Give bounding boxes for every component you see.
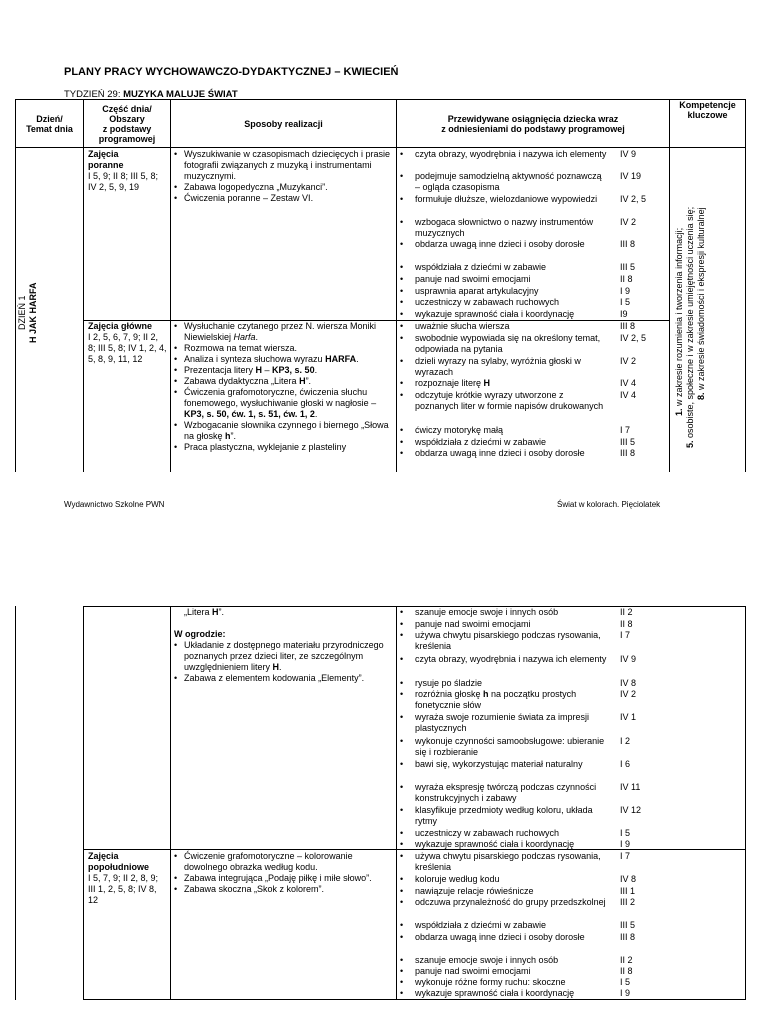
methods-morning (174, 149, 392, 204)
part-morning-name: Zajęcia poranne (88, 149, 124, 170)
method-item: • Ćwiczenie grafomotoryczne – kolorowanie dowolnego obrazka według kodu. (174, 851, 392, 873)
methods-afternoon (174, 851, 392, 895)
part-afternoon (88, 851, 168, 906)
part-afternoon-name: Zajęcia popołudniowe (88, 851, 149, 872)
part-morning (88, 149, 168, 193)
part-morning-areas: I 5, 9; II 8; III 5, 8; IV 2, 5, 9, 19 (88, 171, 159, 192)
methods-continued: „Litera H”. W ogrodzie: • Układanie z dostępnego materiału przyrodniczego poznanych przez dzieci liter, ze szczególnym uwzględnieniem litery H. • Zabawa z elementem kodowania „Elementy”. (174, 607, 392, 684)
part-main-name: Zajęcia główne (88, 321, 153, 331)
method-item: • Prezentacja litery H – KP3, s. 50. (174, 365, 392, 376)
day-number: DZIEŃ 1 (17, 295, 27, 330)
method-item: • Analiza i synteza słuchowa wyrazu HARFA. (174, 354, 392, 365)
part-main (88, 321, 168, 365)
week-name: MUZYKA MALUJE ŚWIAT (123, 89, 238, 100)
header-day: Dzień/ Temat dnia (26, 113, 73, 134)
header-methods: Sposoby realizacji (244, 118, 323, 129)
footer-publisher: Wydawnictwo Szkolne PWN (64, 500, 165, 509)
method-item: • Zabawa dydaktyczna „Litera H”. (174, 376, 392, 387)
day-topic: H JAK HARFA (28, 282, 38, 343)
method-item: • Rozmowa na temat wiersza. (174, 343, 392, 354)
page-title: PLANY PRACY WYCHOWAWCZO-DYDAKTYCZNEJ – KWIECIEŃ (64, 66, 399, 78)
footer-series: Świat w kolorach. Pięciolatek (557, 500, 661, 509)
method-item: • Zabawa integrująca „Podaję piłkę i miłe słowo”. (174, 873, 392, 884)
method-item: • Zabawa skoczna „Skok z kolorem”. (174, 884, 392, 895)
methods-main (174, 321, 392, 453)
header-competences: Kompetencje kluczowe (679, 100, 736, 120)
method-item: • Zabawa logopedyczna „Muzykanci”. (174, 182, 392, 193)
method-item: • Wzbogacanie słownika czynnego i biernego „Słowa na głoskę h”. (174, 420, 392, 442)
method-item: • Wyszukiwanie w czasopismach dziecięcych i prasie fotografii związanych z muzyką i instrumentami muzycznymi. (174, 149, 392, 182)
competences-text: 1. w zakresie rozumienia i tworzenia informacji; 5. osobiste, społeczne i w zakresie umiejętności uczenia się; 8. w zakresie świadomości i ekspresji kulturalnej (674, 206, 706, 448)
garden-title: W ogrodzie: (174, 629, 226, 639)
header-part: Część dnia/ Obszary z podstawy programowej (98, 103, 156, 144)
method-item: • Ćwiczenia grafomotoryczne, ćwiczenia słuchu fonemowego, wysłuchiwanie głoski w nagłosie – KP3, s. 50, ćw. 1, s. 51, ćw. 1, 2. (174, 387, 392, 420)
method-item: • Ćwiczenia poranne – Zestaw VI. (174, 193, 392, 204)
week-prefix: TYDZIEŃ 29: (64, 89, 124, 100)
method-item: • Układanie z dostępnego materiału przyrodniczego poznanych przez dzieci liter, ze szczególnym uwzględnieniem litery H. (174, 640, 392, 673)
part-main-areas: I 2, 5, 6, 7, 9; II 2, 8; III 5, 8; IV 1, 2, 4, 5, 8, 9, 11, 12 (88, 332, 167, 364)
method-item: • Zabawa z elementem kodowania „Elementy”. (174, 673, 392, 684)
method-item: • Praca plastyczna, wyklejanie z plasteliny (174, 442, 392, 453)
part-afternoon-areas: I 5, 7, 9; II 2, 8, 9; III 1, 2, 5, 8; IV 8, 12 (88, 873, 159, 905)
header-achievements: Przewidywane osiągnięcia dziecka wraz z odniesieniami do podstawy programowej (441, 113, 625, 134)
day-label (17, 282, 39, 343)
method-item: • Wysłuchanie czytanego przez N. wiersza Moniki Niewielskiej Harfa. (174, 321, 392, 343)
